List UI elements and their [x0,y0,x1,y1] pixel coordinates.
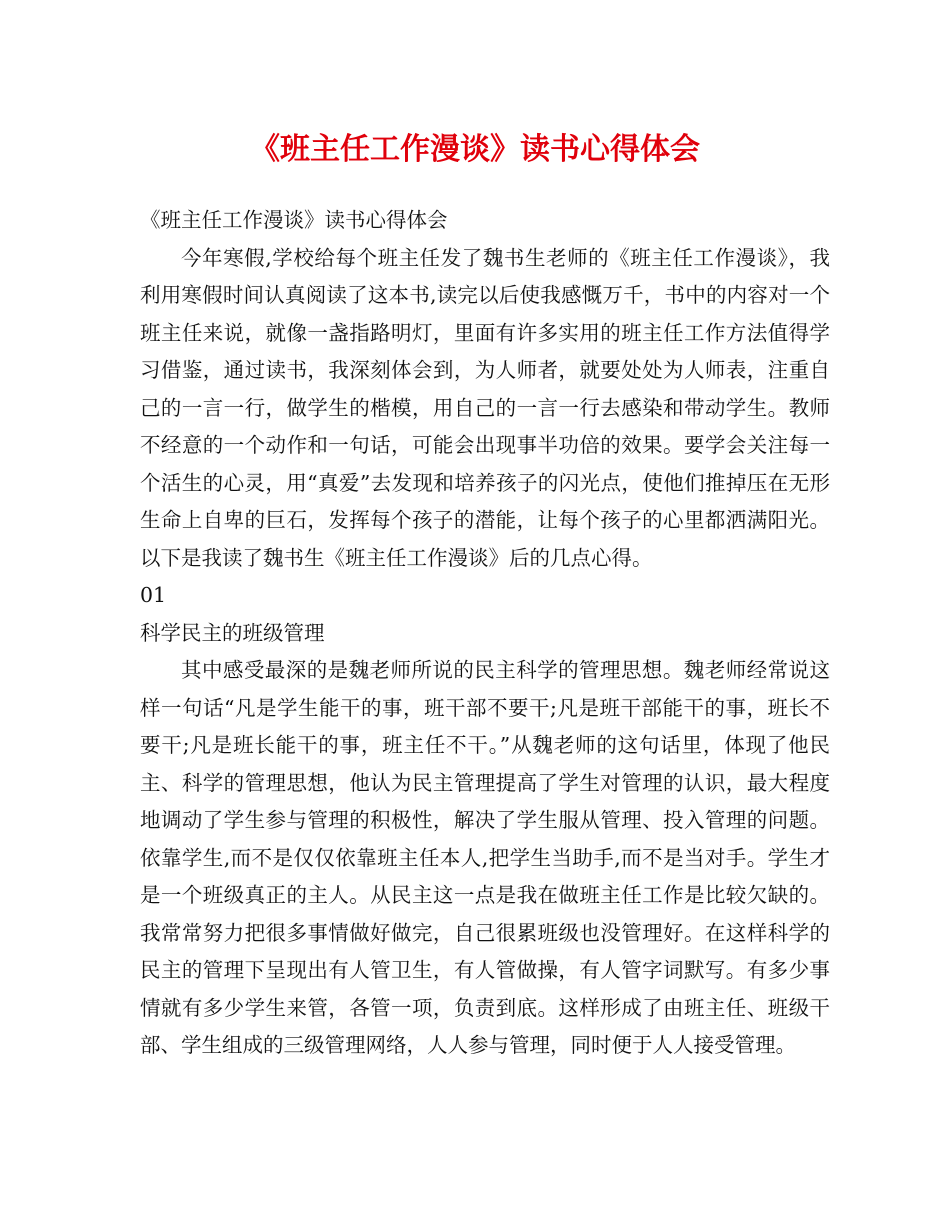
section-heading: 科学民主的班级管理 [140,620,325,645]
section-number: 01 [140,583,167,607]
subtitle: 《班主任工作漫谈》读书心得体会 [140,208,448,232]
intro-paragraph: 今年寒假,学校给每个班主任发了魏书生老师的《班主任工作漫谈》，我利用寒假时间认真阅读了这本书,读完以后使我感慨万千，书中的内容对一个班主任来说，就像一盏指路明灯，里面有许多实用的班主任工作方法值得学习借鉴，通过读书，我深刻体会到，为人师者，就要处处为人师表，注重自己的一言一行，做学生的楷模，用自己的一言一行去感染和带动学生。教师不经意的一个动作和一句话，可能会出现事半功倍的效果。要学会关注每一个活生的心灵，用“真爱”去发现和培养孩子的闪光点，使他们推掉压在无形生命上自卑的巨石，发挥每个孩子的潜能，让每个孩子的心里都洒满阳光。以下是我读了魏书生《班主任工作漫谈》后的几点心得。 [140,245,830,570]
document-body [140,202,830,1065]
section-paragraph: 其中感受最深的是魏老师所说的民主科学的管理思想。魏老师经常说这样一句话“凡是学生能干的事，班干部不要干;凡是班干部能干的事，班长不要干;凡是班长能干的事，班主任不干。”从魏老师的这句话里，体现了他民主、科学的管理思想，他认为民主管理提高了学生对管理的认识，最大程度地调动了学生参与管理的积极性，解决了学生服从管理、投入管理的问题。依靠学生,而不是仅仅依靠班主任本人,把学生当助手,而不是当对手。学生才是一个班级真正的主人。从民主这一点是我在做班主任工作是比较欠缺的。我常常努力把很多事情做好做完，自己很累班级也没管理好。在这样科学的民主的管理下呈现出有人管卫生，有人管做操，有人管字词默写。有多少事情就有多少学生来管，各管一项，负责到底。这样形成了由班主任、班级干部、学生组成的三级管理网络，人人参与管理，同时便于人人接受管理。 [140,658,830,1057]
document-title: 《班主任工作漫谈》读书心得体会 [250,132,700,167]
